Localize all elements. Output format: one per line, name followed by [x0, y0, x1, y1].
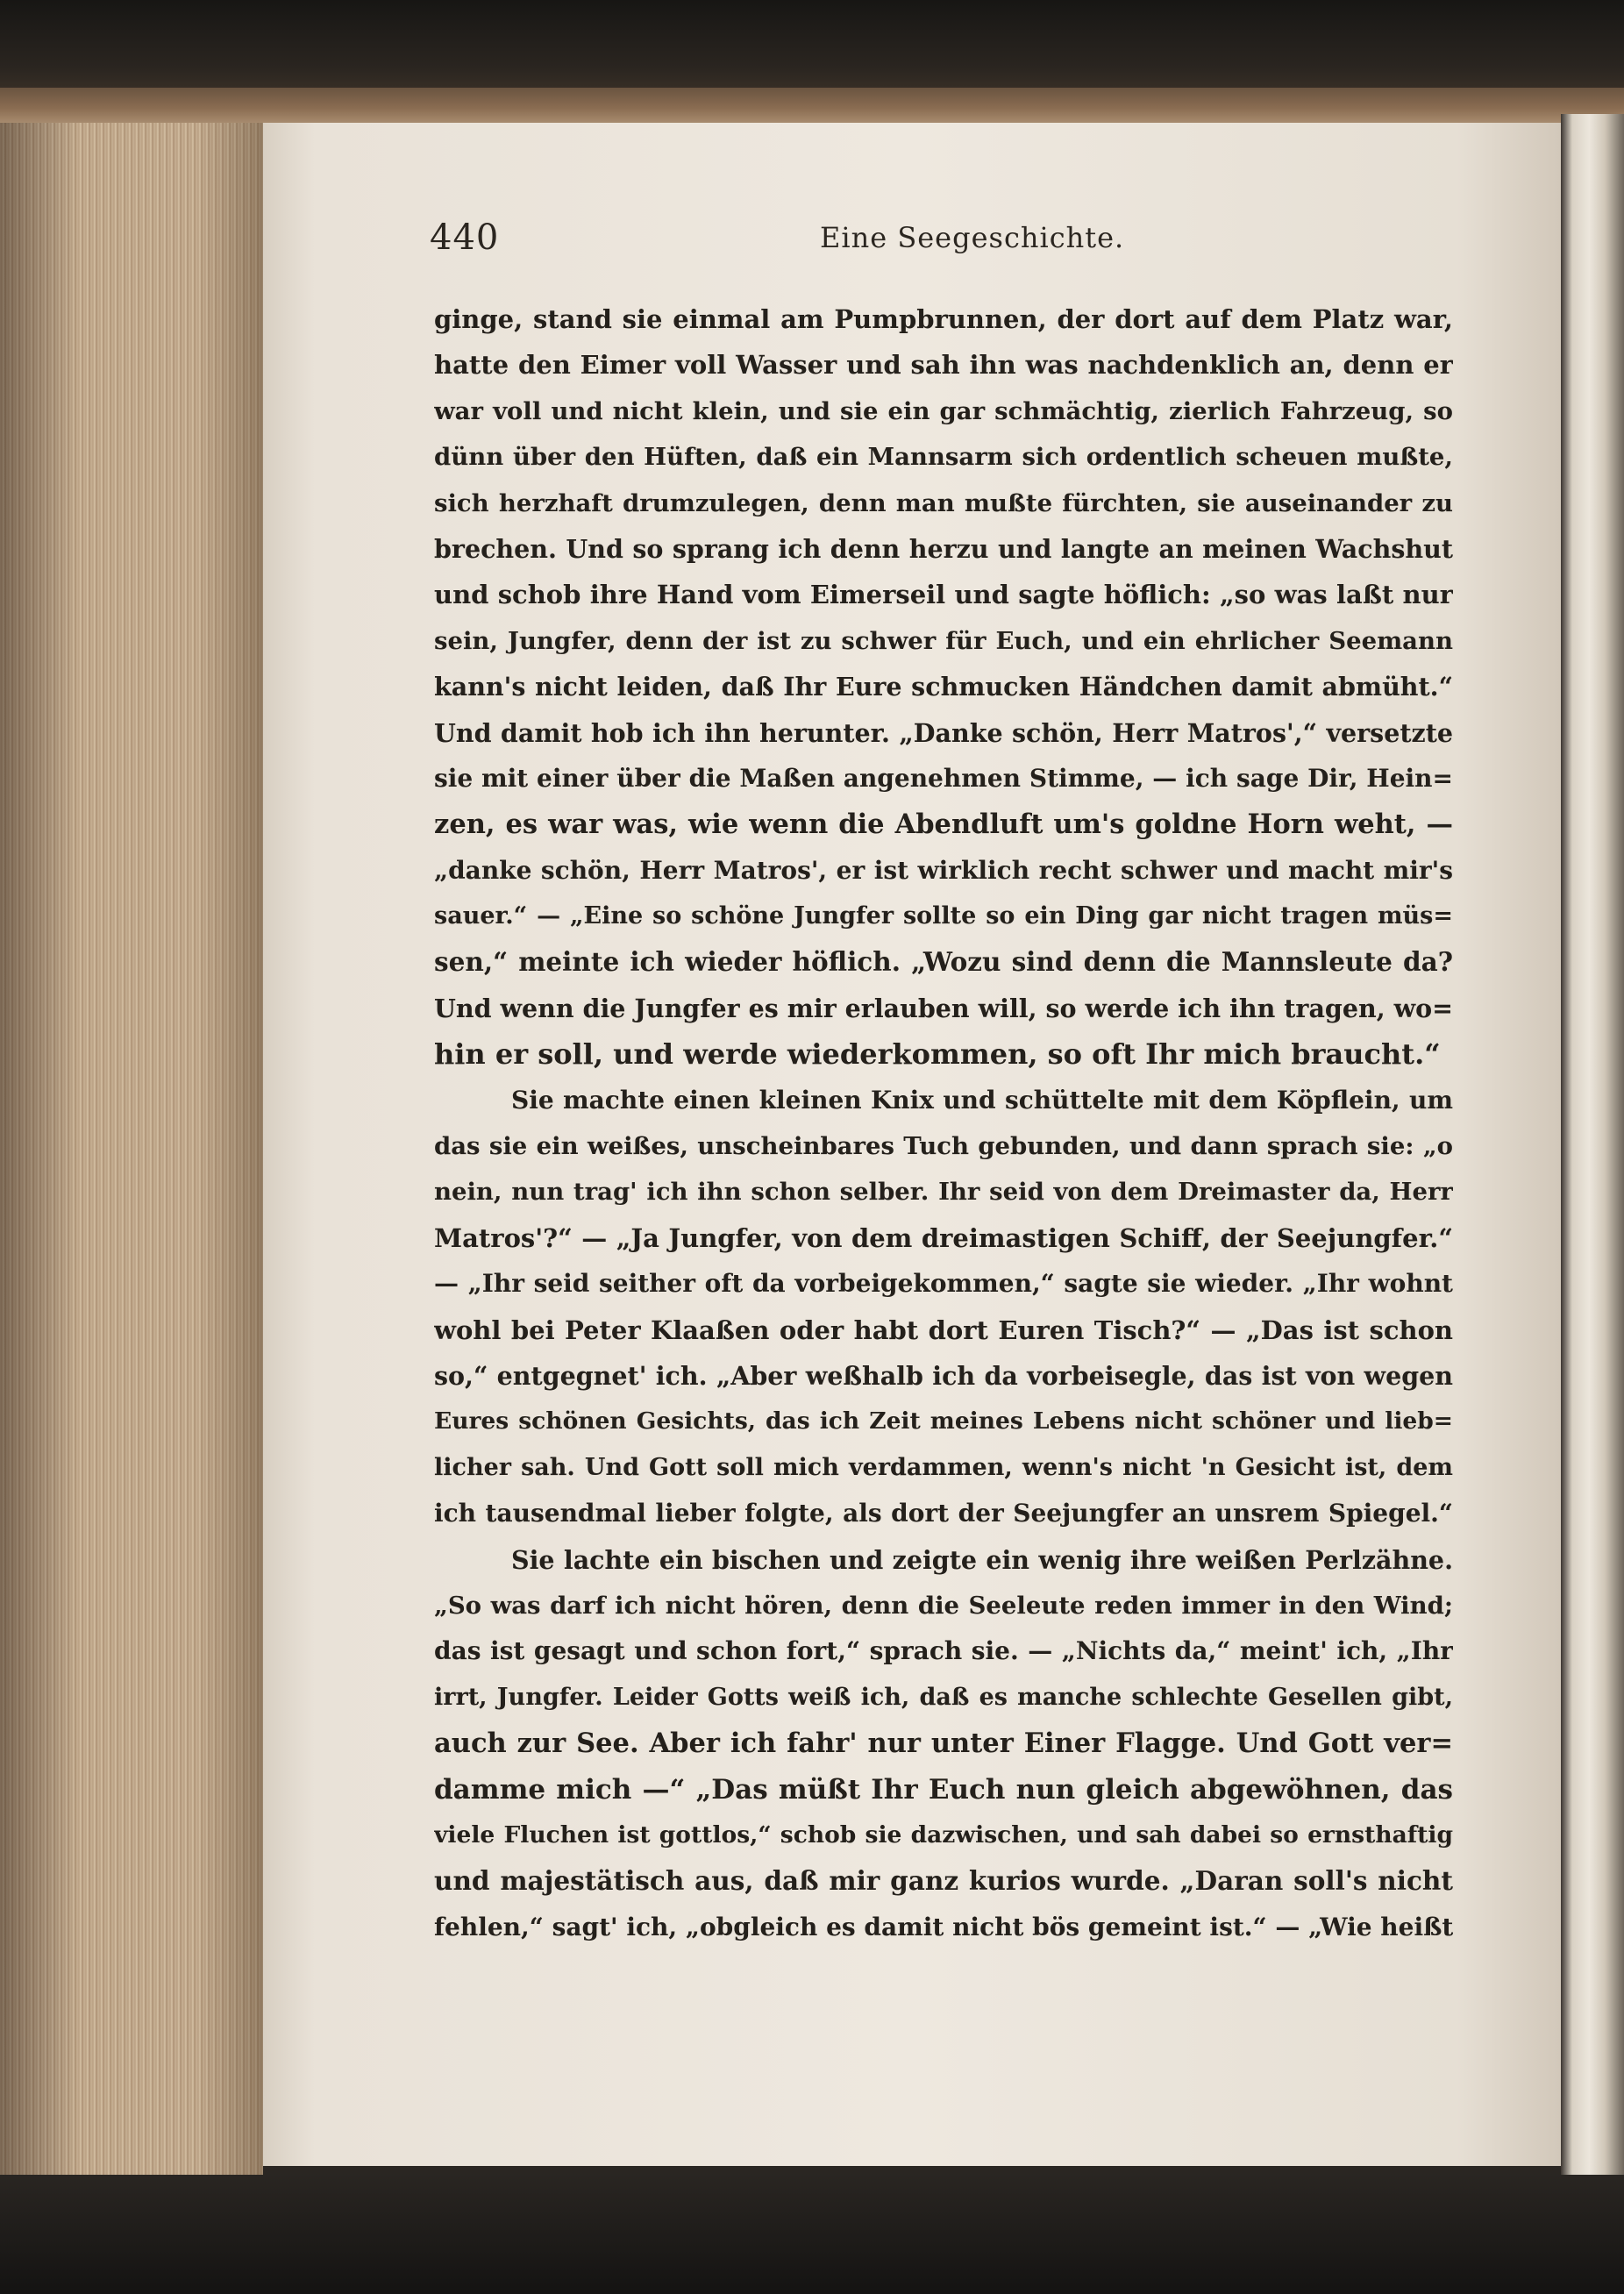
text-line: sie mit einer über die Maßen angenehmen Stimme, — ich sage Dir, Hein= — [434, 763, 1453, 793]
text-line: Eures schönen Gesichts, das ich Zeit meines Lebens nicht schöner und lieb= — [434, 1407, 1453, 1436]
text-line: fehlen,“ sagt' ich, „obgleich es damit nicht bös gemeint ist.“ — „Wie heißt — [434, 1912, 1453, 1941]
text-line: licher sah. Und Gott soll mich verdammen, wenn's nicht 'n Gesicht ist, dem — [434, 1453, 1453, 1481]
text-line: — „Ihr seid seither oft da vorbeigekommen,“ sagte sie wieder. „Ihr wohnt — [434, 1269, 1453, 1299]
body-text — [434, 296, 1453, 1950]
text-line: nein, nun trag' ich ihn schon selber. Ihr seid von dem Dreimaster da, Herr — [434, 1178, 1453, 1207]
text-line: kann's nicht leiden, daß Ihr Eure schmucken Händchen damit abmüht.“ — [434, 672, 1453, 702]
text-line: Und wenn die Jungfer es mir erlauben will, so werde ich ihn tragen, wo= — [434, 993, 1453, 1023]
text-line: und majestätisch aus, daß mir ganz kurios wurde. „Daran soll's nicht — [434, 1865, 1453, 1897]
text-line: und schob ihre Hand vom Eimerseil und sagte höflich: „so was laßt nur — [434, 580, 1453, 610]
text-line: Sie machte einen kleinen Knix und schüttelte mit dem Köpflein, um — [511, 1085, 1453, 1115]
page-stack-right — [1561, 114, 1624, 2175]
text-line: viele Fluchen ist gottlos,“ schob sie dazwischen, und sah dabei so ernsthaftig — [434, 1820, 1453, 1849]
text-line: hatte den Eimer voll Wasser und sah ihn was nachdenklich an, denn er — [434, 350, 1453, 381]
text-line: „So was darf ich nicht hören, denn die Seeleute reden immer in den Wind; — [434, 1591, 1453, 1620]
page-stack-shadow — [0, 123, 263, 2175]
text-line: so,“ entgegnet' ich. „Aber weßhalb ich da vorbeisegle, das ist von wegen — [434, 1360, 1453, 1391]
page-number: 440 — [430, 217, 500, 258]
text-line: war voll und nicht klein, und sie ein gar schmächtig, zierlich Fahrzeug, so — [434, 396, 1453, 425]
text-line: sein, Jungfer, denn der ist zu schwer für Euch, und ein ehrlicher Seemann — [434, 626, 1453, 655]
text-line: wohl bei Peter Klaaßen oder habt dort Euren Tisch?“ — „Das ist schon — [434, 1314, 1453, 1345]
text-line: „danke schön, Herr Matros', er ist wirklich recht schwer und macht mir's — [434, 855, 1453, 885]
text-line: ich tausendmal lieber folgte, als dort der Seejungfer an unsrem Spiegel.“ — [434, 1499, 1453, 1528]
text-line: irrt, Jungfer. Leider Gotts weiß ich, daß es manche schlechte Gesellen gibt, — [434, 1683, 1453, 1711]
text-line: Und damit hob ich ihn herunter. „Danke schön, Herr Matros',“ versetzte — [434, 717, 1453, 748]
text-line: auch zur See. Aber ich fahr' nur unter Einer Flagge. Und Gott ver= — [434, 1728, 1453, 1760]
text-line: hin er soll, und werde wiederkommen, so oft Ihr mich braucht.“ — [434, 1037, 1441, 1072]
background-bottom — [0, 2166, 1624, 2294]
text-line: das sie ein weißes, unscheinbares Tuch gebunden, und dann sprach sie: „o — [434, 1132, 1453, 1161]
text-line: dünn über den Hüften, daß ein Mannsarm sich ordentlich scheuen mußte, — [434, 443, 1453, 472]
text-line: sich herzhaft drumzulegen, denn man mußte fürchten, sie auseinander zu — [434, 488, 1453, 517]
text-line: Matros'?“ — „Ja Jungfer, von dem dreimastigen Schiff, der Seejungfer.“ — [434, 1222, 1453, 1253]
text-line: sauer.“ — „Eine so schöne Jungfer sollte so ein Ding gar nicht tragen müs= — [434, 902, 1453, 930]
text-line: Sie lachte ein bischen und zeigte ein wenig ihre weißen Perlzähne. — [511, 1544, 1453, 1575]
text-line: damme mich —“ „Das müßt Ihr Euch nun gleich abgewöhnen, das — [434, 1773, 1453, 1806]
text-line: das ist gesagt und schon fort,“ sprach sie. — „Nichts da,“ meint' ich, „Ihr — [434, 1636, 1453, 1666]
text-line: ginge, stand sie einmal am Pumpbrunnen, der dort auf dem Platz war, — [434, 304, 1453, 334]
text-line: brechen. Und so sprang ich denn herzu und langte an meinen Wachshut — [434, 533, 1453, 564]
text-line: zen, es war was, wie wenn die Abendluft um's goldne Horn weht, — — [434, 809, 1453, 841]
text-line: sen,“ meinte ich wieder höflich. „Wozu sind denn die Mannsleute da? — [434, 946, 1453, 978]
chapter-title: Eine Seegeschichte. — [820, 221, 1125, 254]
running-head — [430, 217, 1447, 270]
